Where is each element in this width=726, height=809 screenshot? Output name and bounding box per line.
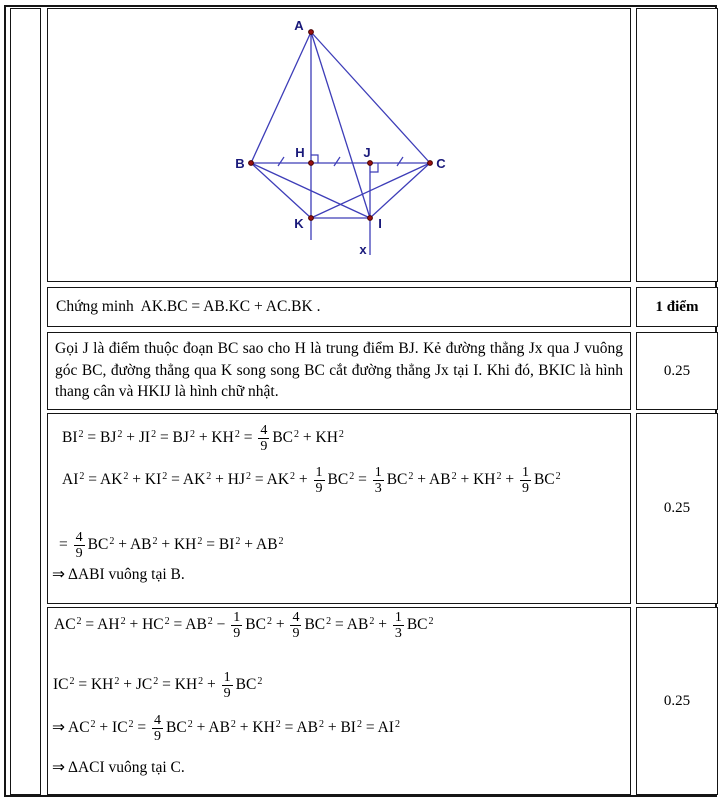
svg-text:K: K [294,216,304,231]
construction-score: 0.25 [636,332,718,410]
claim-text: Chứng minh AK.BC = AB.KC + AC.BK . [56,298,321,315]
formula-line: ⇒ ΔABI vuông tại B. [52,566,185,583]
svg-text:J: J [363,145,371,160]
step2-score: 0.25 [636,607,718,795]
svg-text:x: x [359,242,367,257]
formula-line: $AI^2 = AK^2 + KI^2 = AK^2 + HJ^2 = AK^2$ + $\frac{1}{9}$ $BC^2$ = $\frac{1}{3}$ $BC^2 + AB^2 + KH^2$ + $\frac{1}{9}$ $BC^2$ [62,464,561,496]
svg-text:A: A [294,18,304,33]
construction-cell [47,332,631,410]
formula-line: $IC^2 = KH^2 + JC^2 = KH^2$ + $\frac{1}{9}$ $BC^2$ [53,669,263,701]
figure-cell [47,8,631,282]
construction-text: Gọi J là điểm thuộc đoạn BC sao cho H là trung điểm BJ. Kẻ đường thẳng Jx qua J vuông góc BC, đường thẳng qua K song song BC cắt đường thẳng Jx tại I. Khi đó, BKIC là hình thang cân và HKIJ là hình chữ nhật. [55,340,623,400]
svg-text:B: B [235,156,245,171]
formula-line: ⇒ $AC^2 + IC^2$ = $\frac{4}{9}$ $BC^2 + AB^2 + KH^2 = AB^2 + BI^2 = AI^2$ [52,712,400,744]
geometry-figure [48,9,630,281]
figure-score-cell [636,8,718,282]
formula-line: = $\frac{4}{9}$ $BC^2 + AB^2 + KH^2 = BI^2 + AB^2$ [59,529,284,561]
solution-table [4,5,717,797]
step1-cell [47,413,631,604]
claim-cell [47,287,631,327]
step1-score: 0.25 [636,413,718,604]
svg-text:C: C [436,156,446,171]
claim-score: 1 điểm [636,287,718,327]
svg-text:I: I [378,216,382,231]
svg-text:H: H [295,145,305,160]
left-margin-cell [10,8,41,795]
formula-line: $AC^2 = AH^2 + HC^2 = AB^2$ − $\frac{1}{9}$ $BC^2$ + $\frac{4}{9}$ $BC^2 = AB^2$ + $\frac{1}{3}$ $BC^2$ [54,609,434,641]
formula-line: ⇒ ΔACI vuông tại C. [52,759,185,776]
step2-cell [47,607,631,795]
formula-line: $BI^2 = BJ^2 + JI^2 = BJ^2 + KH^2$ = $\frac{4}{9}$ $BC^2 + KH^2$ [62,422,344,454]
